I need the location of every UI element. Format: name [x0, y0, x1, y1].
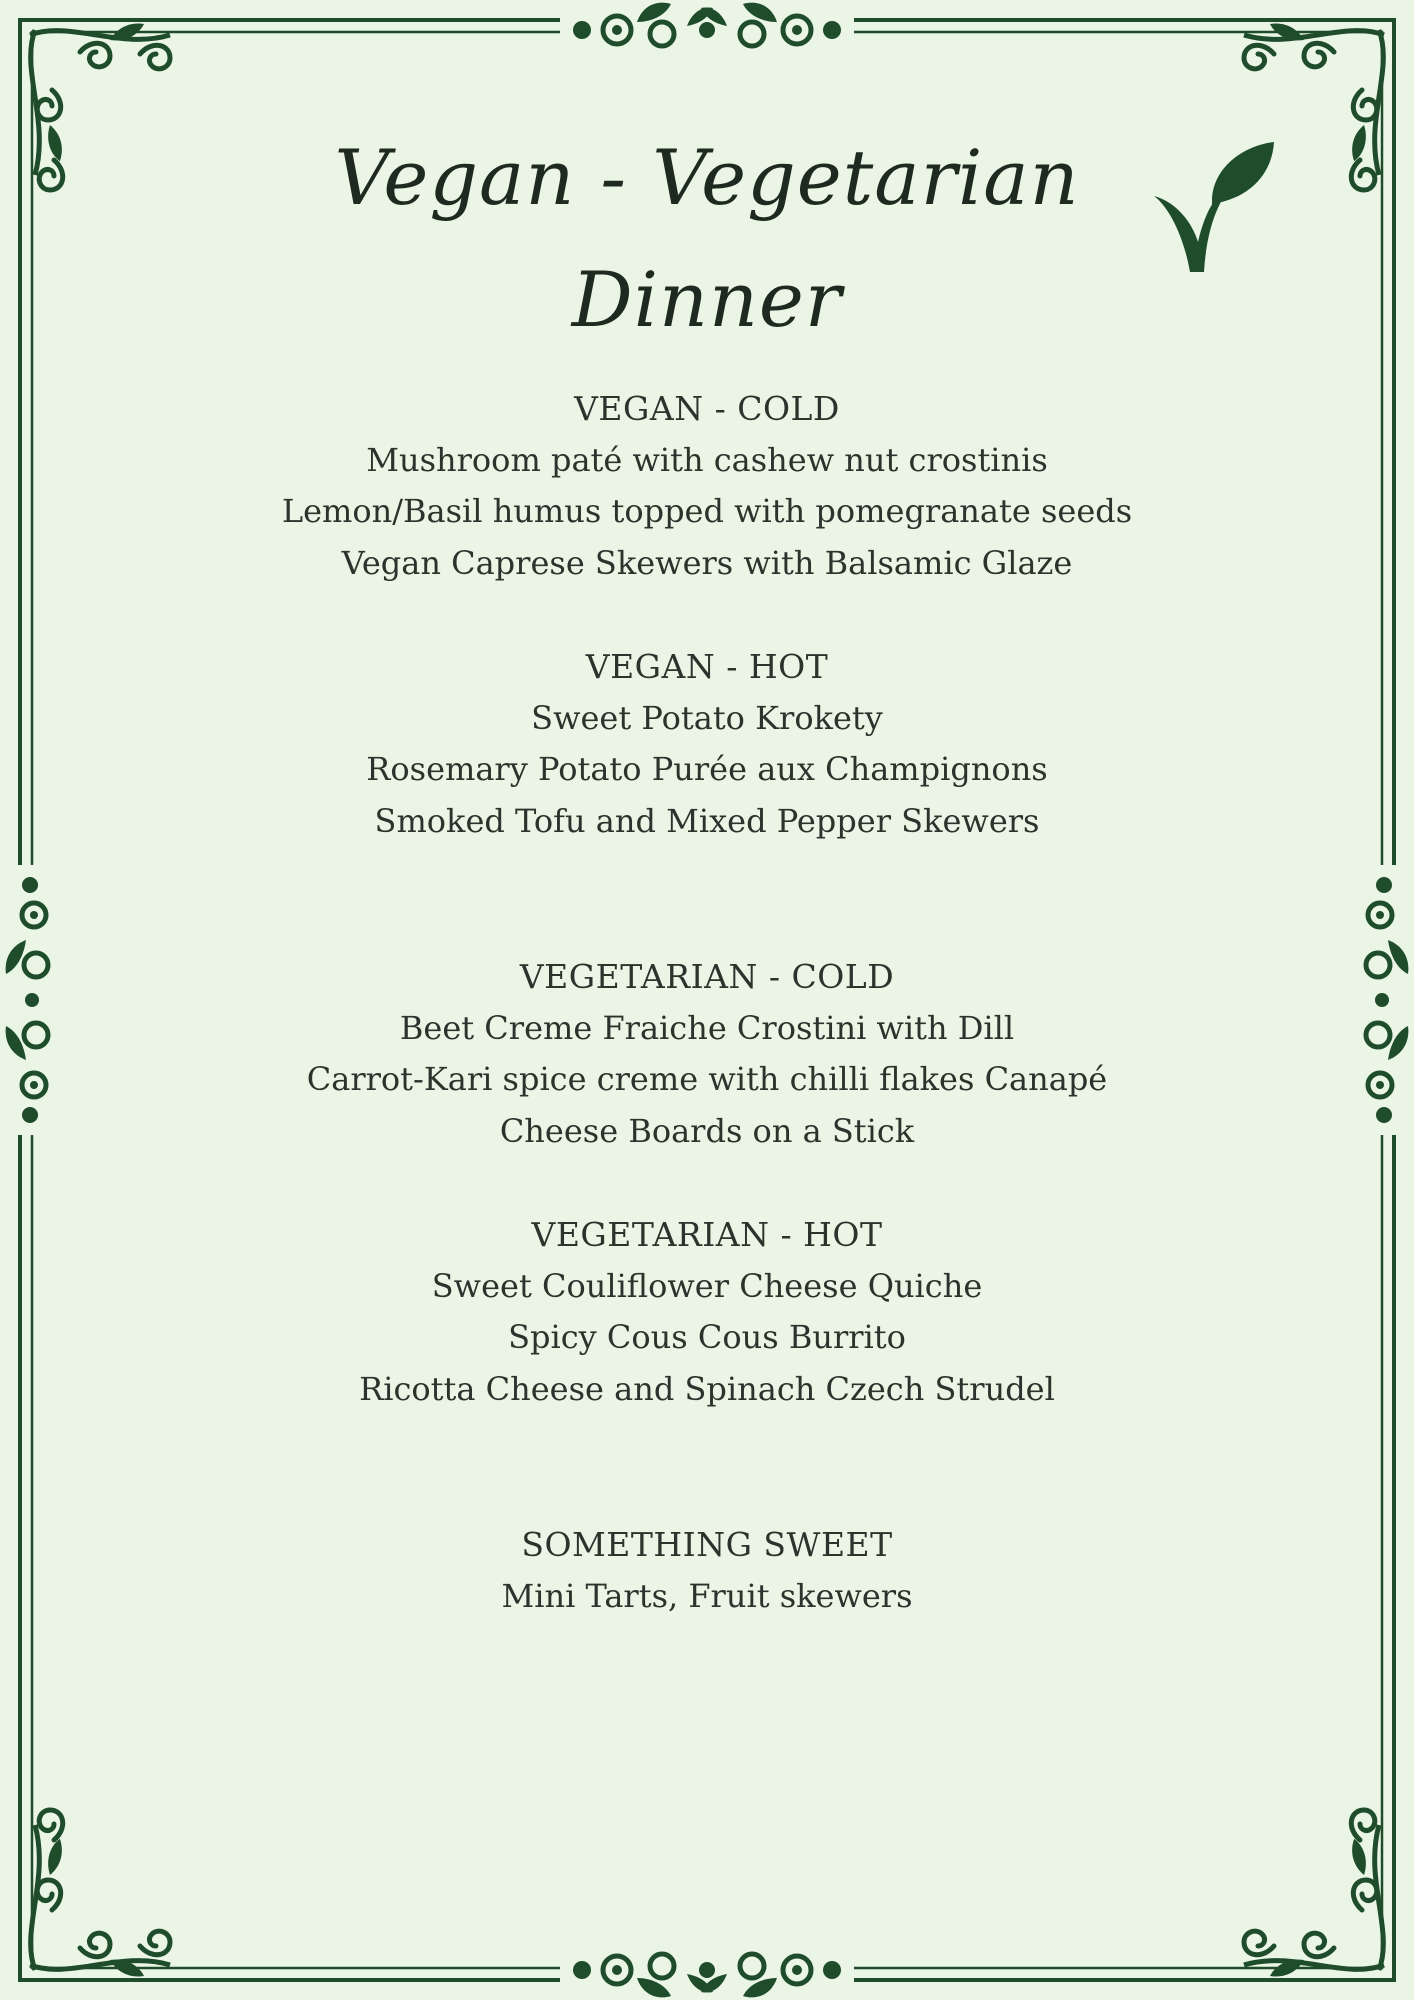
- section-heading: VEGAN - COLD: [574, 389, 840, 428]
- leaf-check-icon: [1150, 138, 1280, 278]
- section-heading: VEGAN - HOT: [585, 647, 829, 686]
- menu-item: Rosemary Potato Purée aux Champignons: [366, 750, 1048, 788]
- menu-item: Carrot-Kari spice creme with chilli flakes Canapé: [306, 1060, 1108, 1098]
- menu-item: Sweet Couliflower Cheese Quiche: [431, 1267, 983, 1305]
- menu-item: Beet Creme Fraiche Crostini with Dill: [399, 1009, 1015, 1047]
- menu-item: Sweet Potato Krokety: [531, 699, 883, 737]
- menu-item: Mini Tarts, Fruit skewers: [501, 1577, 913, 1615]
- menu-item: Lemon/Basil humus topped with pomegranate seeds: [281, 492, 1133, 530]
- section-heading: VEGETARIAN - HOT: [531, 1215, 883, 1254]
- menu-item: Smoked Tofu and Mixed Pepper Skewers: [374, 802, 1040, 840]
- section-heading: VEGETARIAN - COLD: [519, 957, 895, 996]
- menu-item: Ricotta Cheese and Spinach Czech Strudel: [359, 1370, 1055, 1408]
- corner-ornament-bottom-left-icon: [30, 1810, 170, 1976]
- menu-item: Spicy Cous Cous Burrito: [508, 1318, 906, 1356]
- menu-title-line-1: Vegan - Vegetarian: [334, 133, 1080, 222]
- section-heading: SOMETHING SWEET: [521, 1525, 893, 1564]
- menu-item: Cheese Boards on a Stick: [499, 1112, 915, 1150]
- menu-item: Vegan Caprese Skewers with Balsamic Glaze: [341, 544, 1073, 582]
- menu-item: Mushroom paté with cashew nut crostinis: [366, 441, 1048, 479]
- corner-ornament-bottom-right-icon: [1244, 1810, 1384, 1976]
- menu-title-line-2: Dinner: [571, 255, 843, 344]
